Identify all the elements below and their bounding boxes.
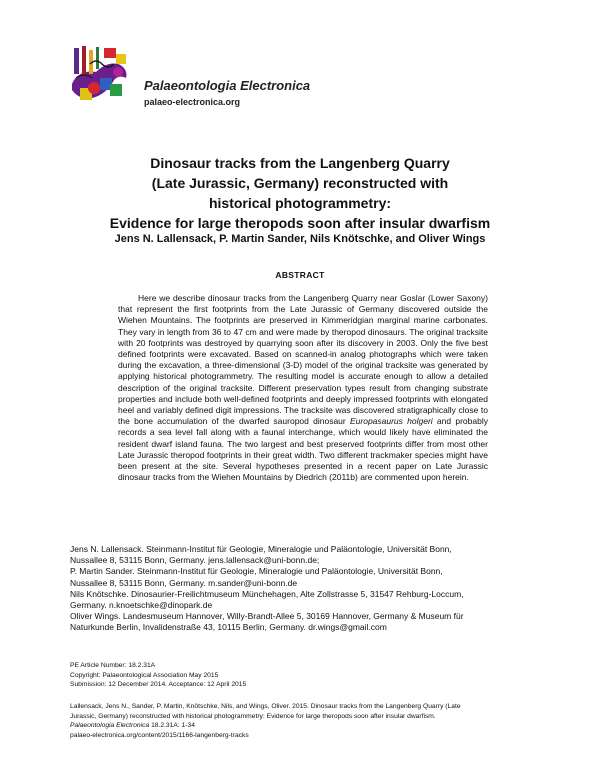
citation-line: Lallensack, Jens N., Sander, P. Martin, Knötschke, Nils, and Wings, Oliver. 2015. Dinosaur tracks from the Langenberg Quarry (Late	[70, 703, 461, 710]
abstract-text: and probably records a sea level fall along with a faunal interchange, which would likely have eliminated the resident dwarf island fauna. The two largest and best preserved footprints differ from most other Late Jurassic theropod footprints in their great width. Two different trackmaker species might have been present at the site. Several hypotheses presented in a recent paper on Late Jurassic dinosaur tracks from the Wiehen Mountains by Diedrich (2011b) are commented upon herein.	[118, 416, 488, 483]
affiliation-line: Nils Knötschke. Dinosaurier-Freilichtmuseum Münchehagen, Alte Zollstrasse 5, 31547 Rehburg-Loccum,	[70, 588, 464, 599]
submission-line: Submission: 12 December 2014. Acceptance: 12 April 2015	[70, 681, 247, 689]
affiliation-line: Germany. n.knoetschke@dinopark.de	[70, 600, 213, 611]
citation-journal-line	[70, 721, 540, 731]
affiliation-line: P. Martin Sander. Steinmann-Institut für Geologie, Mineralogie und Paläontologie, Universität Bonn,	[70, 566, 443, 577]
title-line: historical photogrammetry:	[208, 195, 392, 211]
journal-header	[70, 44, 350, 114]
affiliation-line: Naturkunde Berlin, Invalidenstraße 43, 10115 Berlin, Germany. dr.wings@gmail.com	[70, 622, 387, 633]
title-line: (Late Jurassic, Germany) reconstructed with	[151, 175, 449, 191]
citation-line: Jurassic, Germany) reconstructed with historical photogrammetry: Evidence for large theropods soon after insular dwarfism.	[70, 712, 436, 720]
citation-block	[70, 702, 540, 740]
abstract-body	[118, 293, 488, 483]
journal-name: Palaeontologia Electronica	[144, 78, 311, 93]
author-list: Jens N. Lallensack, P. Martin Sander, Nils Knötschke, and Oliver Wings	[114, 233, 486, 245]
affiliation-line: Jens N. Lallensack. Steinmann-Institut für Geologie, Mineralogie und Paläontologie, Universität Bonn,	[70, 544, 452, 554]
journal-url[interactable]: palaeo-electronica.org	[144, 97, 241, 107]
copyright-line: Copyright: Palaeontological Association May 2015	[70, 671, 219, 679]
article-number: PE Article Number: 18.2.31A	[70, 662, 156, 669]
abstract-text: Here we describe dinosaur tracks from the Langenberg Quarry near Goslar (Lower Saxony) that represent the first footprints from the Late Jurassic of Germany discovered outside the Wiehen Mountains. The footprints are preserved in Kimmeridgian marginal marine carbonates. They vary in length from 36 to 47 cm and were made by theropod dinosaurs. The original tracksite with 20 footprints was destroyed by quarrying soon after its discovery in 2003. Only the five best defined footprints were excavated. Based on scanned-in analog photographs which were taken during the excavation, a three-dimensional (3-D) model of the original tracksite was generated by applying historical photogrammetry. The resulting model is accurate enough to allow a detailed description of the original tracksite. Different preservation types result from changing substrate properties and include both well-defined footprints and deeply impressed footprints with elongated heel and variably defined digit impressions. The tracksite was discovered stratigraphically close to the bone accumulation of the dwarfed sauropod dinosaur	[118, 293, 488, 427]
affiliation-line: Oliver Wings. Landesmuseum Hannover, Willy-Brandt-Allee 5, 30169 Hannover, Germany & Museum für	[70, 611, 464, 622]
abstract-heading: ABSTRACT	[275, 270, 325, 280]
affiliation-line: Nussallee 8, 53115 Bonn, Germany. m.sander@uni-bonn.de	[70, 577, 298, 588]
citation-url[interactable]: palaeo-electronica.org/content/2015/1166-langenberg-tracks	[70, 731, 249, 739]
page-title	[70, 153, 530, 233]
title-line: Dinosaur tracks from the Langenberg Quarry	[150, 155, 450, 171]
article-info	[70, 661, 540, 690]
title-line: Evidence for large theropods soon after insular dwarfism	[109, 215, 491, 231]
citation-journal: Palaeontologia Electronica	[70, 722, 150, 730]
citation-volume: 18.2.31A: 1-34	[151, 722, 195, 730]
journal-logo-icon	[70, 44, 130, 106]
abstract-taxon: Europasaurus holgeri	[349, 416, 433, 427]
affiliation-line: Nussallee 8, 53115 Bonn, Germany. jens.lallensack@uni-bonn.de;	[70, 555, 320, 566]
author-affiliations	[70, 544, 540, 634]
